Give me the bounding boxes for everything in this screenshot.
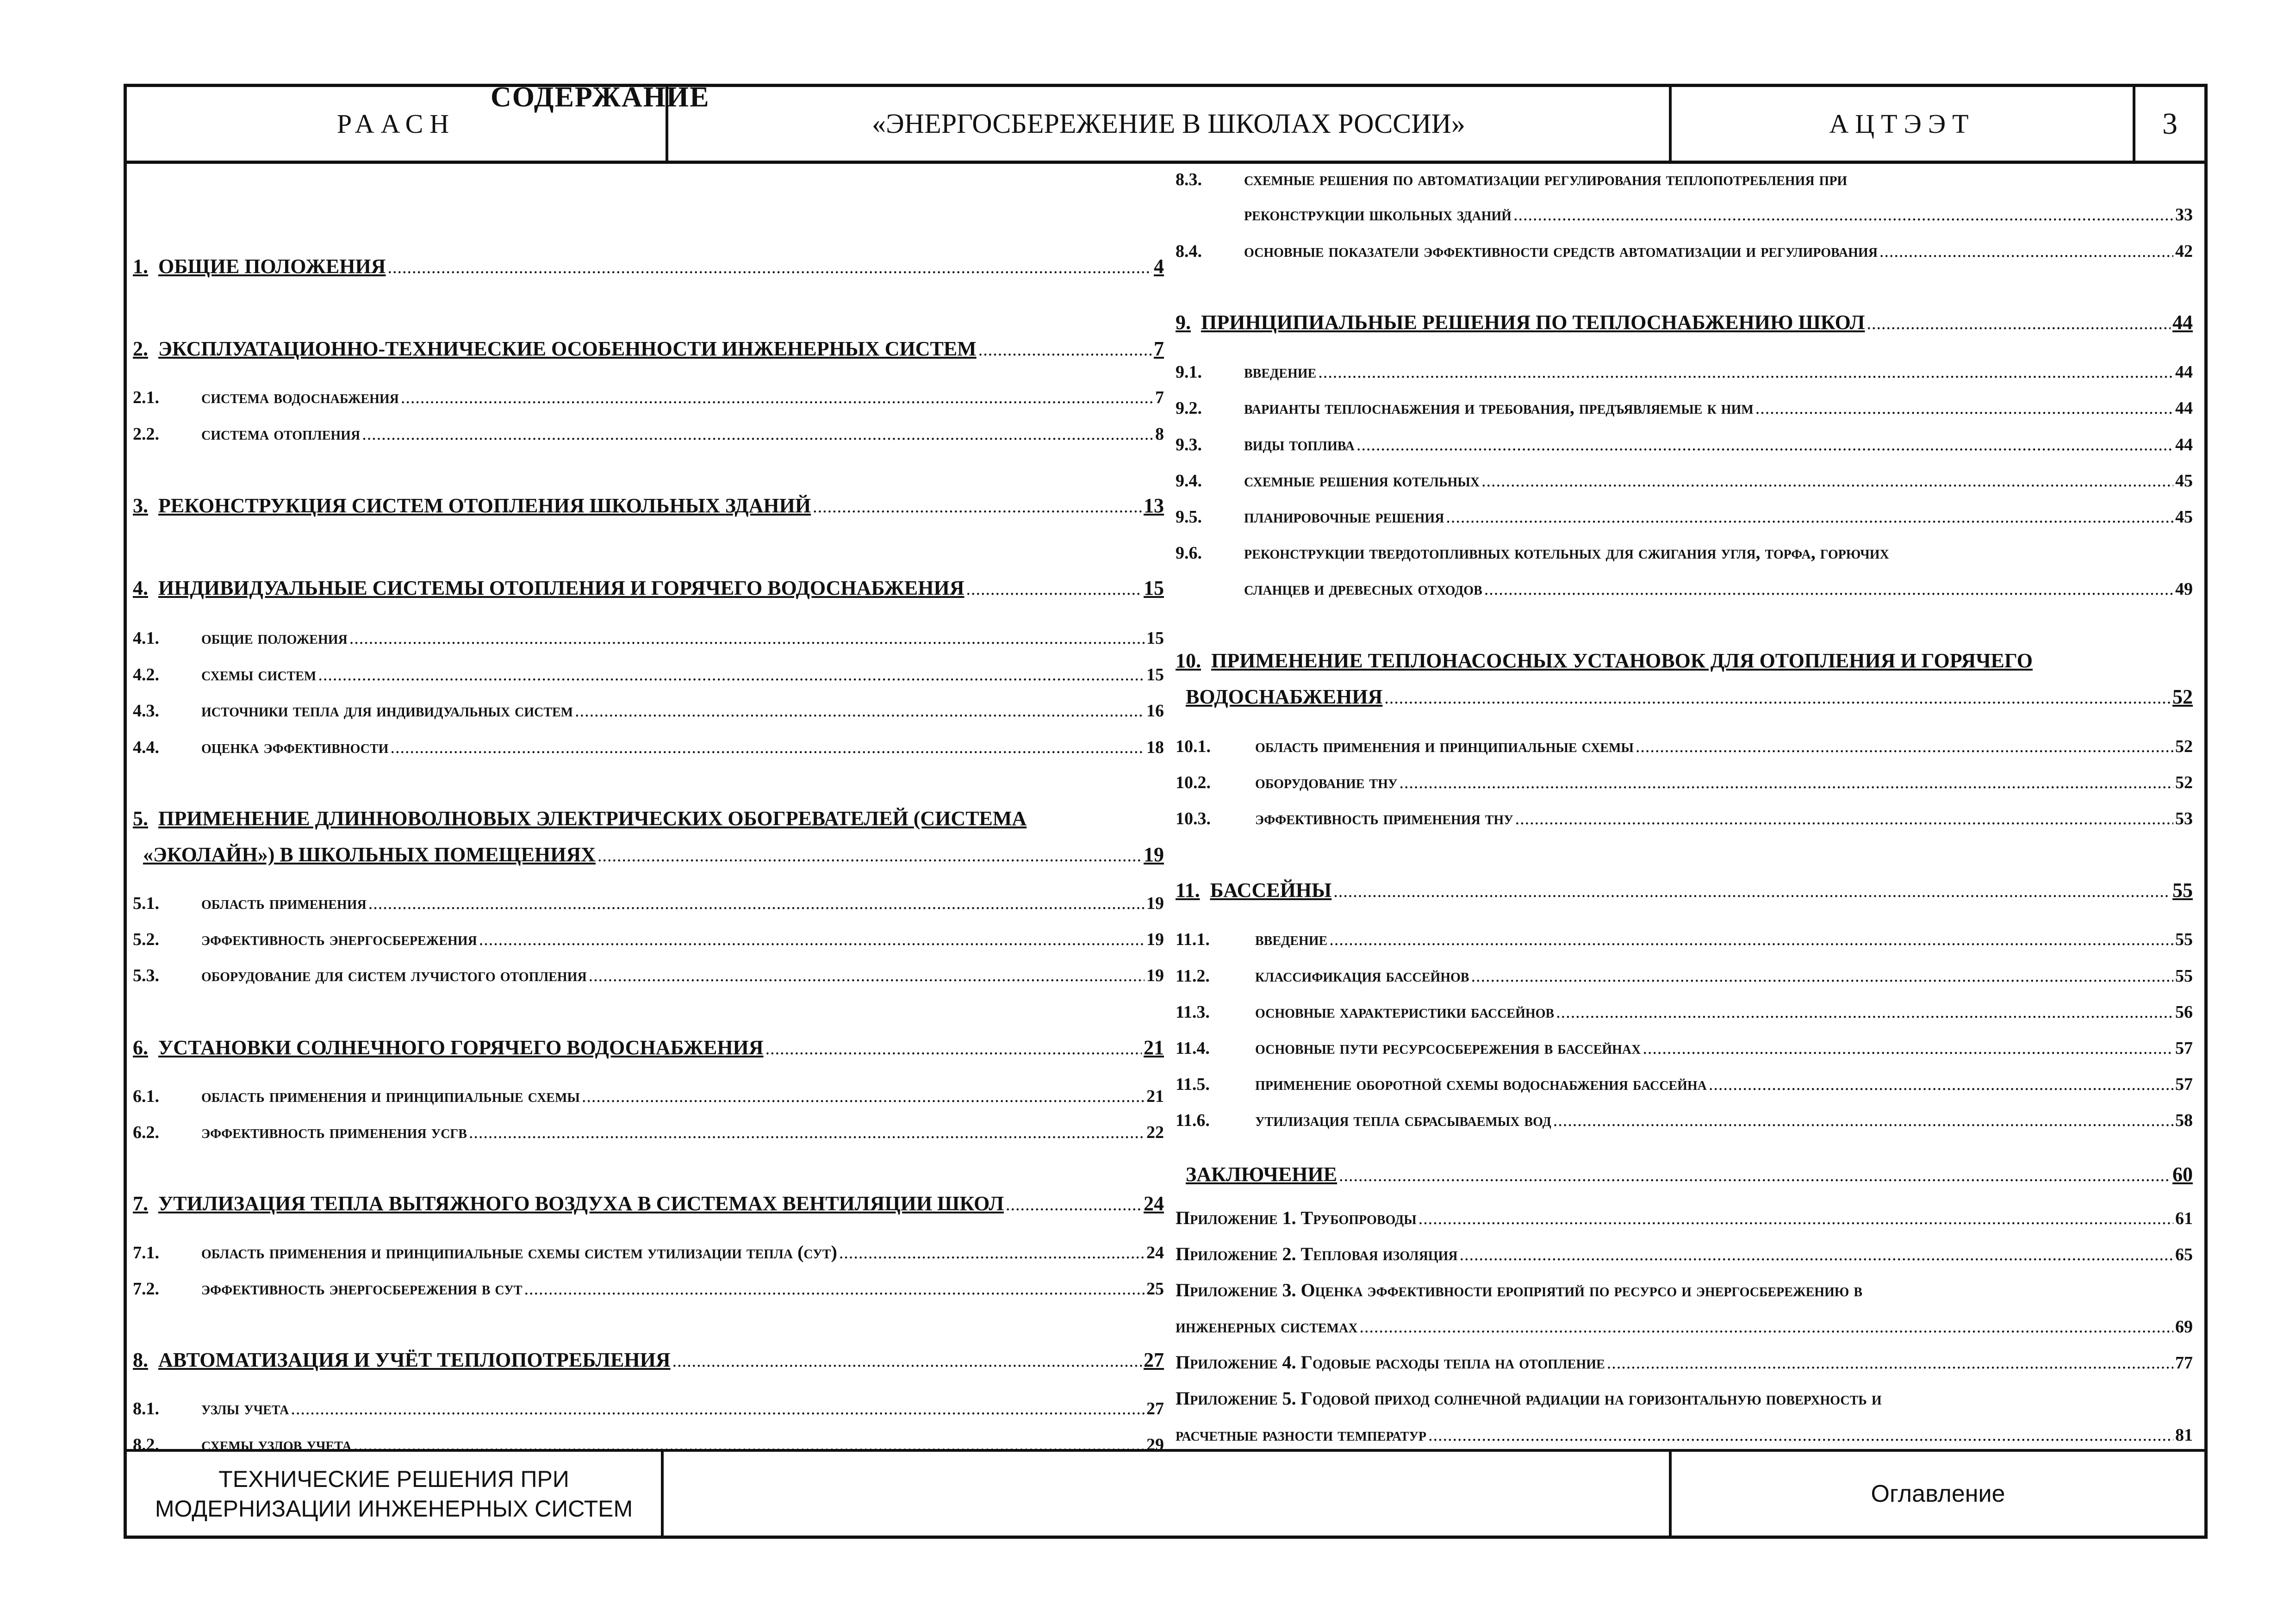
toc-entry[interactable] — [133, 1237, 1164, 1267]
toc-entry-page: 57 — [2175, 1038, 2193, 1058]
toc-entry-page: 16 — [1146, 701, 1164, 721]
toc-entry-page: 21 — [1146, 1087, 1164, 1106]
toc-entry-text: основные характеристики бассейнов — [1255, 1001, 1555, 1022]
toc-entry[interactable] — [1176, 199, 2193, 229]
toc-entry-text: Приложение 5. Годовой приход солнечной радиации на горизонтальную поверхность и — [1176, 1388, 1882, 1409]
toc-entry[interactable] — [1176, 502, 2193, 531]
toc-leader — [1556, 997, 2173, 1026]
toc-entry-page: 4 — [1154, 255, 1164, 278]
toc-leader — [1399, 768, 2173, 797]
toc-leader — [387, 253, 1152, 281]
toc-entry[interactable] — [133, 419, 1164, 448]
toc-entry-number: 9.1. — [1176, 362, 1202, 382]
toc-entry-number: 6.1. — [133, 1087, 159, 1106]
toc-entry-number: 5.3. — [133, 966, 159, 985]
toc-entry[interactable] — [133, 1189, 1164, 1219]
toc-leader — [479, 925, 1145, 954]
toc-leader — [1419, 1204, 2173, 1233]
toc-entry[interactable] — [133, 888, 1164, 918]
toc-entry-page: 45 — [2175, 507, 2193, 527]
footer-middle-cell — [664, 1452, 1672, 1536]
toc-entry-page: 7 — [1154, 337, 1164, 360]
toc-entry[interactable] — [1176, 1312, 2193, 1341]
toc-entry-text: РЕКОНСТРУКЦИЯ СИСТЕМ ОТОПЛЕНИЯ ШКОЛЬНЫХ ЗДАНИЙ — [158, 494, 811, 517]
toc-leader — [1643, 1033, 2173, 1063]
toc-leader — [469, 1118, 1145, 1147]
toc-entry[interactable] — [133, 732, 1164, 762]
toc-entry-number: 11.2. — [1176, 966, 1210, 986]
header-code: АЦТЭЭТ — [1672, 87, 2135, 161]
toc-leader — [354, 1430, 1145, 1459]
toc-entry[interactable] — [1176, 1239, 2193, 1269]
toc-entry-page: 55 — [2175, 966, 2193, 986]
toc-entry-text: схемные решения по автоматизации регулирования теплопотребления при — [1244, 168, 1848, 189]
toc-leader — [575, 696, 1145, 725]
toc-entry[interactable] — [133, 491, 1164, 521]
toc-entry-number: 7.2. — [133, 1279, 159, 1299]
toc-entry-text: общие положения — [201, 627, 348, 648]
toc-entry[interactable] — [1176, 357, 2193, 386]
toc-entry-number: 4.2. — [133, 665, 159, 684]
toc-entry-text: применение оборотной схемы водоснабжения бассейна — [1255, 1073, 1707, 1094]
toc-entry[interactable] — [1176, 466, 2193, 495]
toc-entry-number: 8.1. — [133, 1399, 159, 1418]
toc-entry-text: ПРИМЕНЕНИЕ ТЕПЛОНАСОСНЫХ УСТАНОВОК ДЛЯ ОТОПЛЕНИЯ И ГОРЯЧЕГО — [1211, 649, 2033, 672]
toc-entry[interactable] — [1176, 1160, 2193, 1189]
toc-entry-page: 55 — [2175, 930, 2193, 949]
toc-entry-page: 29 — [1146, 1435, 1164, 1455]
toc-entry-page: 52 — [2175, 737, 2193, 756]
toc-entry-text: расчетные разности температур — [1176, 1424, 1426, 1445]
toc-entry[interactable] — [133, 382, 1164, 412]
footer-title-line-2: МОДЕРНИЗАЦИИ ИНЖЕНЕРНЫХ СИСТЕМ — [155, 1495, 633, 1522]
toc-entry[interactable] — [133, 1274, 1164, 1303]
toc-leader — [291, 1394, 1145, 1423]
toc-leader — [1428, 1420, 2173, 1449]
toc-entry-page: 52 — [2172, 685, 2193, 708]
header-organization: РААСН — [127, 87, 668, 161]
toc-leader — [1755, 393, 2173, 423]
toc-entry-page: 44 — [2175, 435, 2193, 454]
toc-entry[interactable] — [1176, 646, 2193, 676]
toc-entry-number: 9.5. — [1176, 507, 1202, 527]
toc-entry-text: УСТАНОВКИ СОЛНЕЧНОГО ГОРЯЧЕГО ВОДОСНАБЖЕНИЯ — [158, 1036, 764, 1059]
toc-entry-page: 19 — [1146, 930, 1164, 949]
toc-entry-page: 18 — [1146, 738, 1164, 757]
toc-entry-text: Приложение 3. Оценка эффективности еропріятий по ресурсо и энергосбережению в — [1176, 1280, 1863, 1300]
toc-entry-number: 2. — [133, 337, 148, 360]
toc-entry-text: оценка эффективности — [201, 736, 389, 757]
toc-entry-text: утилизация тепла сбрасываемых вод — [1255, 1109, 1551, 1130]
toc-entry[interactable] — [1176, 924, 2193, 954]
toc-entry-page: 7 — [1155, 388, 1164, 407]
toc-entry-page: 13 — [1144, 494, 1164, 517]
toc-entry-text: эффективность применения тну — [1255, 808, 1513, 828]
toc-leader — [765, 1034, 1142, 1063]
toc-leader — [1318, 357, 2173, 386]
toc-entry-text: Приложение 1. Трубопроводы — [1176, 1207, 1417, 1228]
toc-entry-text: схемы узлов учета — [201, 1434, 352, 1455]
toc-entry-number: 10.1. — [1176, 737, 1211, 756]
toc-entry-text: УТИЛИЗАЦИЯ ТЕПЛА ВЫТЯЖНОГО ВОЗДУХА В СИСТЕМАХ ВЕНТИЛЯЦИИ ШКОЛ — [158, 1192, 1004, 1215]
toc-entry-page: 44 — [2172, 311, 2193, 334]
toc-entry[interactable] — [133, 1393, 1164, 1423]
toc-leader — [1513, 200, 2173, 229]
toc-entry-number: 3. — [133, 494, 148, 517]
toc-leader — [1484, 574, 2173, 603]
toc-entry-text: оборудование тну — [1255, 771, 1398, 792]
toc-entry-text: сланцев и древесных отходов — [1244, 578, 1482, 599]
toc-entry-page: 65 — [2175, 1245, 2193, 1264]
toc-entry[interactable] — [133, 623, 1164, 653]
toc-entry-text: ПРИНЦИПИАЛЬНЫЕ РЕШЕНИЯ ПО ТЕПЛОСНАБЖЕНИЮ ШКОЛ — [1201, 311, 1865, 334]
toc-entry-text: схемы систем — [201, 664, 317, 684]
toc-entry-text: ПРИМЕНЕНИЕ ДЛИННОВОЛНОВЫХ ЭЛЕКТРИЧЕСКИХ ОБОГРЕВАТЕЛЕЙ (СИСТЕМА — [158, 807, 1027, 830]
toc-leader — [839, 1238, 1145, 1267]
toc-leader — [813, 492, 1142, 521]
toc-entry-number: 9. — [1176, 311, 1191, 334]
toc-entry[interactable] — [1176, 876, 2193, 905]
toc-entry[interactable] — [133, 573, 1164, 603]
toc-entry-text: система водоснабжения — [201, 386, 399, 407]
toc-entry[interactable] — [133, 1081, 1164, 1111]
toc-entry-number: 7. — [133, 1192, 148, 1215]
toc-entry-text: виды топлива — [1244, 434, 1355, 454]
toc-entry-text: Приложение 2. Тепловая изоляция — [1176, 1244, 1458, 1264]
toc-leader — [401, 383, 1153, 412]
footer-title-line-1: ТЕХНИЧЕСКИЕ РЕШЕНИЯ ПРИ — [218, 1466, 569, 1492]
toc-entry-text: Приложение 4. Годовые расходы тепла на отопление — [1176, 1352, 1605, 1373]
toc-entry-text: реконструкции твердотопливных котельных для сжигания угля, торфа, горючих — [1244, 542, 1889, 563]
toc-entry-page: 55 — [2172, 879, 2193, 902]
toc-entry-number: 2.1. — [133, 388, 159, 407]
toc-entry-page: 53 — [2175, 809, 2193, 828]
toc-entry-page: 61 — [2175, 1209, 2193, 1228]
toc-leader — [318, 660, 1145, 689]
toc-entry-page: 15 — [1146, 628, 1164, 648]
toc-entry[interactable] — [133, 334, 1164, 364]
toc-entry-page: 45 — [2175, 471, 2193, 491]
toc-entry-text: ОБЩИЕ ПОЛОЖЕНИЯ — [158, 255, 386, 278]
toc-entry-number: 9.3. — [1176, 435, 1202, 454]
toc-leader — [582, 1082, 1145, 1111]
toc-entry-page: 27 — [1146, 1399, 1164, 1418]
toc-leader — [1636, 732, 2173, 761]
toc-entry[interactable] — [1176, 429, 2193, 459]
toc-entry[interactable] — [1176, 236, 2193, 266]
toc-entry[interactable] — [1176, 538, 2193, 567]
toc-entry[interactable] — [1176, 1348, 2193, 1377]
toc-entry-number: 11.5. — [1176, 1075, 1210, 1094]
toc-entry-page: 42 — [2175, 242, 2193, 261]
toc-entry[interactable] — [133, 252, 1164, 281]
toc-entry[interactable] — [1176, 1420, 2193, 1449]
toc-entry-page: 19 — [1146, 894, 1164, 913]
toc-entry[interactable] — [1176, 731, 2193, 761]
toc-entry-page: 77 — [2175, 1353, 2193, 1373]
toc-entry-number: 5.2. — [133, 930, 159, 949]
toc-entry-page: 15 — [1146, 665, 1164, 684]
toc-entry-text: варианты теплоснабжения и требования, предъявляемые к ним — [1244, 397, 1754, 418]
toc-entry-number: 4.4. — [133, 738, 159, 757]
toc-entry-page: 25 — [1146, 1279, 1164, 1299]
toc-entry[interactable] — [1176, 1384, 2193, 1413]
toc-leader — [1356, 430, 2173, 459]
toc-leader — [1515, 804, 2173, 833]
toc-leader — [1339, 1161, 2171, 1189]
toc-leader — [1359, 1312, 2173, 1341]
toc-entry[interactable] — [133, 1345, 1164, 1375]
toc-entry[interactable] — [1176, 308, 2193, 337]
toc-entry[interactable] — [133, 1430, 1164, 1459]
toc-entry-number: 7.1. — [133, 1243, 159, 1262]
toc-leader — [524, 1274, 1145, 1303]
toc-entry-text: схемные решения котельных — [1244, 470, 1480, 491]
toc-entry[interactable] — [1176, 164, 2193, 194]
toc-entry-text: основные пути ресурсосбережения в бассейнах — [1255, 1037, 1641, 1058]
toc-entry-number: 6.2. — [133, 1123, 159, 1142]
toc-entry-number: 5. — [133, 807, 148, 830]
toc-entry-number: 4.3. — [133, 701, 159, 721]
toc-entry-text: инженерных системах — [1176, 1316, 1358, 1337]
toc-entry-page: 33 — [2175, 205, 2193, 224]
toc-entry[interactable] — [1176, 1105, 2193, 1135]
toc-entry-page: 21 — [1144, 1036, 1164, 1059]
toc-leader — [349, 623, 1145, 653]
toc-leader — [978, 335, 1152, 364]
toc-entry-page: 57 — [2175, 1075, 2193, 1094]
toc-entry-page: 56 — [2175, 1002, 2193, 1022]
toc-leader — [1867, 309, 2171, 337]
toc-entry-number: 10. — [1176, 649, 1201, 672]
toc-entry[interactable] — [1176, 393, 2193, 423]
toc-leader — [1481, 466, 2173, 495]
toc-entry[interactable] — [133, 840, 1164, 870]
toc-entry-number: 8.4. — [1176, 242, 1202, 261]
toc-entry[interactable] — [133, 924, 1164, 954]
toc-leader — [368, 889, 1145, 918]
toc-entry-number: 8.2. — [133, 1435, 159, 1455]
footer-block — [127, 1449, 2204, 1536]
toc-entry-page: 49 — [2175, 579, 2193, 599]
toc-leader — [672, 1346, 1142, 1375]
toc-entry-text: система отопления — [201, 423, 361, 444]
toc-entry[interactable] — [1176, 682, 2193, 712]
toc-entry-page: 15 — [1144, 577, 1164, 599]
toc-entry[interactable] — [133, 804, 1164, 833]
toc-entry-number: 11. — [1176, 879, 1200, 902]
toc-leader — [1384, 683, 2171, 712]
toc-heading: СОДЕРЖАНИЕ — [491, 81, 710, 113]
toc-entry-text: реконструкции школьных зданий — [1244, 204, 1512, 224]
toc-entry-text: область применения и принципиальные схемы систем утилизации тепла (сут) — [201, 1242, 837, 1262]
toc-entry-number: 2.2. — [133, 424, 159, 444]
toc-entry-page: 60 — [2172, 1163, 2193, 1186]
toc-entry-page: 19 — [1146, 966, 1164, 985]
toc-entry-number: 4.1. — [133, 628, 159, 648]
toc-entry[interactable] — [1176, 1275, 2193, 1305]
toc-entry-page: 69 — [2175, 1317, 2193, 1337]
toc-entry-text: ИНДИВИДУАЛЬНЫЕ СИСТЕМЫ ОТОПЛЕНИЯ И ГОРЯЧЕГО ВОДОСНАБЖЕНИЯ — [158, 577, 964, 599]
toc-entry-page: 52 — [2175, 773, 2193, 792]
toc-entry[interactable] — [1176, 1033, 2193, 1063]
toc-entry-page: 81 — [2175, 1425, 2193, 1445]
toc-entry-number: 9.2. — [1176, 398, 1202, 418]
toc-entry-text: ЗАКЛЮЧЕНИЕ — [1186, 1163, 1337, 1186]
toc-entry-text: эффективность энергосбережения в сут — [201, 1278, 523, 1299]
toc-entry-number: 9.6. — [1176, 543, 1202, 563]
toc-entry[interactable] — [133, 1117, 1164, 1147]
toc-entry-text: оборудование для систем лучистого отопления — [201, 964, 587, 985]
toc-entry-number: 11.4. — [1176, 1038, 1210, 1058]
footer-section-name: Оглавление — [1871, 1480, 2005, 1507]
toc-entry-text: эффективность энергосбережения — [201, 928, 477, 949]
toc-entry-page: 58 — [2175, 1111, 2193, 1130]
toc-entry[interactable] — [1176, 803, 2193, 833]
toc-entry-page: 24 — [1144, 1192, 1164, 1215]
toc-entry-number: 1. — [133, 255, 148, 278]
toc-entry[interactable] — [1176, 961, 2193, 990]
toc-leader — [362, 419, 1153, 448]
toc-entry-text: эффективность применения усгв — [201, 1121, 467, 1142]
toc-entry-text: планировочные решения — [1244, 506, 1444, 527]
toc-entry-text: БАССЕЙНЫ — [1210, 879, 1332, 902]
toc-leader — [1471, 961, 2173, 990]
toc-entry-text: область применения — [201, 892, 367, 913]
toc-entry-text: АВТОМАТИЗАЦИЯ И УЧЁТ ТЕПЛОПОТРЕБЛЕНИЯ — [158, 1349, 671, 1371]
footer-document-title — [127, 1452, 664, 1536]
toc-leader — [1329, 925, 2173, 954]
toc-leader — [1006, 1190, 1142, 1219]
toc-entry-number: 11.6. — [1176, 1111, 1210, 1130]
toc-leader — [390, 733, 1145, 762]
toc-entry[interactable] — [1176, 1069, 2193, 1099]
toc-entry-number: 10.2. — [1176, 773, 1211, 792]
toc-leader — [966, 574, 1142, 603]
toc-leader — [1879, 236, 2173, 266]
toc-entry-text: основные показатели эффективности средств автоматизации и регулирования — [1244, 240, 1878, 261]
toc-leader — [597, 841, 1142, 870]
toc-entry[interactable] — [1176, 997, 2193, 1026]
toc-entry[interactable] — [133, 659, 1164, 689]
toc-entry-text: область применения и принципиальные схемы — [1255, 735, 1634, 756]
toc-entry-page: 8 — [1155, 424, 1164, 444]
header-block — [127, 87, 2204, 164]
toc-entry-text: ЭКСПЛУАТАЦИОННО-ТЕХНИЧЕСКИЕ ОСОБЕННОСТИ ИНЖЕНЕРНЫХ СИСТЕМ — [158, 337, 977, 360]
toc-leader — [1607, 1348, 2173, 1377]
toc-leader — [1459, 1240, 2173, 1269]
toc-entry-page: 24 — [1146, 1243, 1164, 1262]
toc-entry-page: 44 — [2175, 362, 2193, 382]
toc-entry-number: 9.4. — [1176, 471, 1202, 491]
toc-entry-text: классификация бассейнов — [1255, 965, 1469, 986]
toc-entry-page: 22 — [1146, 1123, 1164, 1142]
toc-entry[interactable] — [133, 960, 1164, 990]
header-title: «ЭНЕРГОСБЕРЕЖЕНИЕ В ШКОЛАХ РОССИИ» — [668, 87, 1672, 161]
toc-entry-text: область применения и принципиальные схемы — [201, 1085, 580, 1106]
toc-entry[interactable] — [1176, 574, 2193, 603]
toc-entry-number: 6. — [133, 1036, 148, 1059]
toc-entry[interactable] — [1176, 767, 2193, 797]
toc-entry-text: узлы учета — [201, 1398, 289, 1418]
toc-entry-number: 5.1. — [133, 894, 159, 913]
header-page-number: 3 — [2162, 106, 2178, 141]
toc-entry[interactable] — [133, 696, 1164, 725]
toc-leader — [1553, 1106, 2173, 1135]
toc-entry-number: 10.3. — [1176, 809, 1211, 828]
toc-entry-text: введение — [1255, 928, 1328, 949]
toc-entry-text: введение — [1244, 361, 1317, 382]
toc-entry[interactable] — [133, 1033, 1164, 1063]
toc-entry-number: 11.3. — [1176, 1002, 1210, 1022]
toc-entry-number: 4. — [133, 577, 148, 599]
toc-entry-page: 27 — [1144, 1349, 1164, 1371]
toc-leader — [1709, 1070, 2173, 1099]
toc-entry-number: 8.3. — [1176, 170, 1202, 189]
toc-entry-number: 11.1. — [1176, 930, 1210, 949]
toc-entry-page: 44 — [2175, 398, 2193, 418]
toc-entry-text: ВОДОСНАБЖЕНИЯ — [1186, 685, 1383, 708]
toc-entry-page: 19 — [1144, 843, 1164, 866]
toc-entry-number: 8. — [133, 1349, 148, 1371]
toc-leader — [1333, 877, 2171, 905]
toc-leader — [589, 961, 1145, 990]
toc-leader — [1446, 502, 2173, 531]
toc-entry[interactable] — [1176, 1203, 2193, 1233]
toc-entry-text: источники тепла для индивидуальных систем — [201, 700, 573, 721]
toc-entry-text: «ЭКОЛАЙН») В ШКОЛЬНЫХ ПОМЕЩЕНИЯХ — [143, 843, 596, 866]
